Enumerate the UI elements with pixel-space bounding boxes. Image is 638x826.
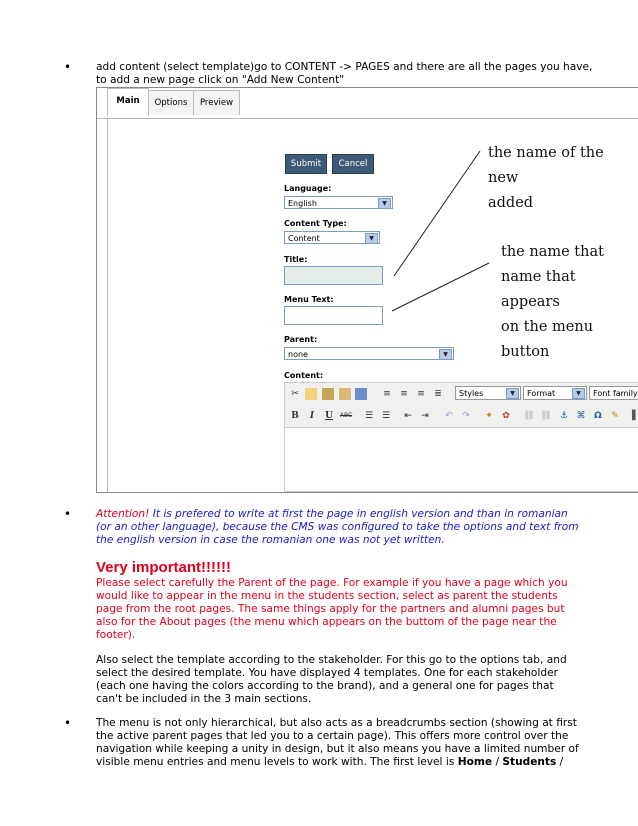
strikethrough-icon[interactable]: ABC — [339, 412, 353, 419]
numbered-list-icon[interactable]: ☰ — [381, 411, 391, 421]
content-type-label: Content Type: — [284, 219, 347, 228]
submit-button[interactable]: Submit — [285, 154, 327, 174]
chevron-down-icon: ▼ — [365, 233, 378, 244]
bullet-list-icon[interactable]: ☰ — [364, 411, 374, 421]
undo-icon[interactable]: ↶ — [445, 411, 453, 421]
bullet: • — [64, 507, 72, 521]
redo-icon[interactable]: ↷ — [462, 411, 470, 421]
separator: / — [492, 756, 503, 768]
content-type-value: Content — [288, 234, 320, 243]
attention-text: It is prefered to write at first the page in english version and than in romanian (or an other language), because the CMS was configured to take the options and text from the english version in case the romanian one was not yet written. — [96, 508, 579, 546]
attention-label: Attention! — [96, 508, 150, 520]
chevron-down-icon: ▼ — [378, 198, 391, 209]
attention-paragraph — [96, 508, 584, 547]
title-label: Title: — [284, 255, 308, 264]
link-icon[interactable]: ⛓ — [523, 411, 535, 421]
bold-icon[interactable]: B — [291, 411, 299, 421]
italic-icon[interactable]: I — [309, 411, 315, 421]
align-left-icon[interactable]: ≡ — [383, 389, 391, 399]
annotation-note-menu — [501, 240, 638, 365]
parent-label: Parent: — [284, 335, 318, 344]
tab-preview[interactable]: Preview — [193, 90, 240, 115]
bullet: • — [64, 716, 72, 730]
note-line: added — [488, 195, 534, 211]
parent-value: none — [288, 350, 308, 359]
chevron-down-icon: ▼ — [506, 388, 519, 399]
unlink-icon[interactable]: ⛓ — [540, 411, 552, 421]
annotation-note-title — [488, 141, 638, 216]
bullet: • — [64, 60, 72, 74]
note-line: on the menu — [501, 319, 594, 335]
align-right-icon[interactable]: ≡ — [417, 389, 425, 399]
charmap-icon[interactable]: Ω — [594, 411, 602, 421]
language-value: English — [288, 199, 317, 208]
chevron-down-icon: ▼ — [439, 349, 452, 360]
annotation-line-title — [394, 151, 480, 276]
very-important-text: Please select carefully the Parent of the page. For example if you have a page which you would like to appear in the menu in the students section, select as parent the students page from the root pages. The same things apply for the partners and alumni pages but also for the About pages (the menu which appears on the buttom of the page near the footer). — [96, 577, 568, 641]
styles-combo-label: Styles — [459, 389, 484, 398]
insert-icon[interactable]: ✿ — [502, 411, 510, 421]
align-justify-icon[interactable]: ≣ — [434, 389, 442, 399]
chevron-down-icon: ▼ — [572, 388, 585, 399]
note-line: the name of the new — [488, 145, 604, 186]
scissors-icon[interactable]: ✂ — [291, 389, 299, 399]
tab-main[interactable]: Main — [107, 88, 149, 116]
image-icon[interactable]: ✦ — [485, 411, 493, 421]
tab-options[interactable]: Options — [148, 90, 194, 115]
more-icon[interactable]: ▐ — [628, 411, 636, 421]
intro-text: add content (select template)go to CONTENT -> PAGES and there are all the pages you have, to add a new page click on "Add New Content" — [96, 61, 593, 86]
underline-icon[interactable]: U — [325, 411, 333, 421]
menu-text-label: Menu Text: — [284, 295, 334, 304]
align-center-icon[interactable]: ≡ — [400, 389, 408, 399]
students-link-text: Students — [502, 756, 557, 768]
content-label: Content: — [284, 371, 324, 380]
menu-paragraph-text: The menu is not only hierarchical, but also acts as a breadcrumbs section (showing at first the active parent pages that led you to a certain page). This offers more control over the navigation while keeping a unity in design, but it also means you have a limited number of visible menu entries and menu levels to work with. The first level is — [96, 717, 579, 768]
menu-paragraph — [96, 717, 580, 769]
cancel-button[interactable]: Cancel — [332, 154, 374, 174]
cleanup-icon[interactable]: ⌘ — [576, 411, 586, 421]
note-line: name that appears — [501, 269, 576, 310]
template-paragraph: Also select the template according to the stakeholder. For this go to the options tab, and select the desired template. You have displayed 4 templates. One for each stakeholder (each one having the colors according to the brand), and a general one for pages that can't be included in the 3 main sections. — [96, 654, 567, 705]
note-line: button — [501, 344, 550, 360]
separator: / — [556, 756, 564, 768]
format-combo-label: Format — [527, 389, 556, 398]
outdent-icon[interactable]: ⇤ — [404, 411, 412, 421]
very-important-heading: Very important!!!!!! — [96, 559, 231, 576]
annotation-line-menu — [392, 263, 489, 311]
font-family-combo-label: Font family — [593, 389, 638, 398]
home-link-text: Home — [457, 756, 493, 768]
anchor-icon[interactable]: ⚓ — [559, 411, 569, 421]
help-icon[interactable]: ✎ — [611, 411, 619, 421]
note-line: the name that — [501, 244, 604, 260]
indent-icon[interactable]: ⇥ — [421, 411, 429, 421]
language-label: Language: — [284, 184, 332, 193]
